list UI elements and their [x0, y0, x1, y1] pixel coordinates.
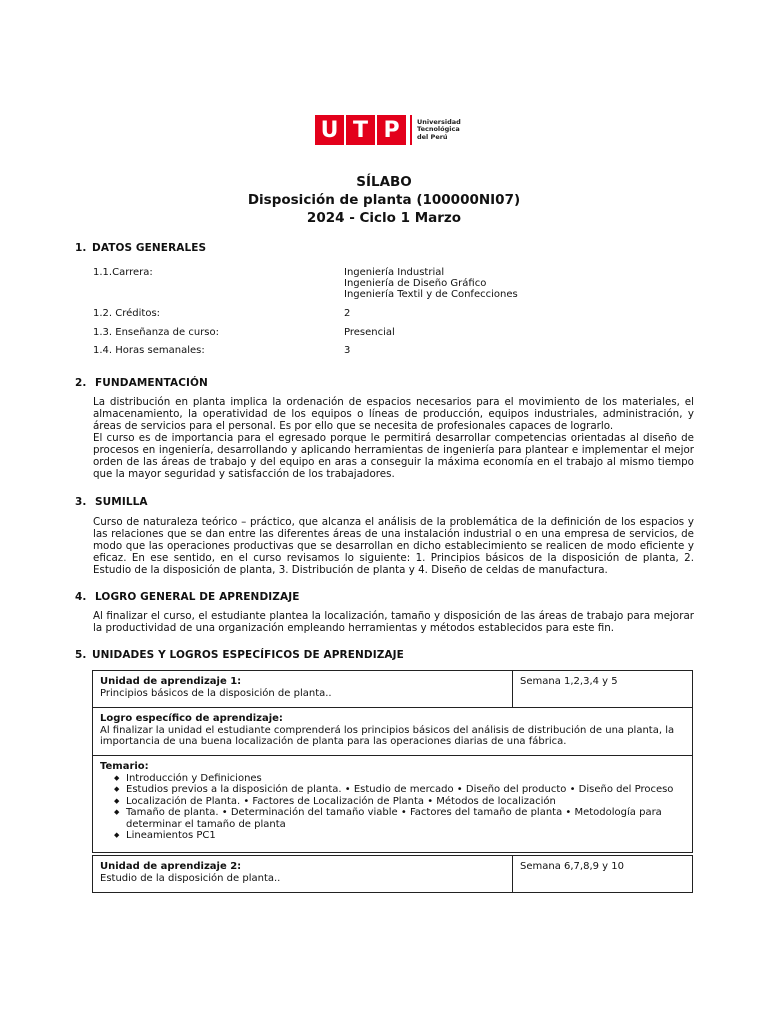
horas-value: 3 — [344, 345, 351, 356]
temario-list — [100, 773, 685, 842]
unidad-1-title-cell: Unidad de aprendizaje 1: Principios básicos de la disposición de planta.. — [93, 671, 513, 707]
section-heading-datos: 1. DATOS GENERALES — [75, 242, 207, 254]
horas-label: 1.4. Horas semanales: — [93, 345, 205, 356]
unidad-1-temario-row — [93, 756, 692, 852]
logo-text: Universidad Tecnológica del Perú — [417, 117, 461, 141]
unidad-2-header-row — [93, 856, 692, 892]
list-item: ◆ Introducción y Definiciones — [114, 773, 685, 785]
list-item: ◆ Localización de Planta. • Factores de Localización de Planta • Métodos de localización — [114, 796, 685, 808]
section-heading-unidades: 5. UNIDADES Y LOGROS ESPECÍFICOS DE APRENDIZAJE — [75, 649, 404, 661]
unidad-1-logro-cell: Logro específico de aprendizaje: Al finalizar la unidad el estudiante comprenderá los principios básicos del análisis de distribución de una planta, la importancia de una buena localización de planta para las operaciones diarias de una fábrica. — [100, 713, 675, 747]
unidad-2-title-cell: Unidad de aprendizaje 2: Estudio de la disposición de planta.. — [93, 856, 513, 892]
title-line-2: Disposición de planta (100000NI07) — [247, 192, 521, 208]
logro-general-text: Al finalizar el curso, el estudiante plantea la localización, tamaño y disposición de las áreas de trabajo para mejorar la productividad de una organización empleando herramientas y métodos establecidos para este fin. — [93, 610, 694, 634]
logo-letter-t: T — [346, 115, 375, 145]
logo-letter-u: U — [315, 115, 344, 145]
ensenanza-value: Presencial — [344, 327, 395, 338]
unidad-2-table — [92, 855, 693, 893]
section-heading-sumilla: 3. SUMILLA — [75, 496, 148, 508]
sumilla-text: Curso de naturaleza teórico – práctico, que alcanza el análisis de la problemática de la definición de los espacios y las relaciones que se dan entre las diferentes áreas de una instalación industrial o en una empresa de servicios, de modo que las operaciones productivas que se desarrollan en dicho establecimiento se realicen de modo eficiente y eficaz. En ese sentido, en el curso revisamos lo siguiente: 1. Principios básicos de la disposición de planta, 2. Estudio de la disposición de planta, 3. Distribución de planta y 4. Diseño de celdas de manufactura. — [93, 516, 694, 576]
unidad-1-table — [92, 670, 693, 853]
ensenanza-label: 1.3. Enseñanza de curso: — [93, 327, 219, 338]
carrera-values: Ingeniería Industrial Ingeniería de Diseño Gráfico Ingeniería Textil y de Confecciones — [344, 267, 518, 300]
logo-separator — [410, 115, 412, 145]
unidad-1-temario-cell: Temario: ◆ Introducción y Definiciones ◆ Estudios previos a la disposición de planta. • Estudio de mercado • Diseño del producto • Diseño del Proceso ◆ Localización de Planta. • Factores de Localización de Planta • Métodos de localización ◆ Tamaño de planta. • Determinación del tamaño viable • Factores del tamaño de planta • Metodología para determinar el tamaño de planta ◆ Lineamientos PC1 — [93, 756, 692, 852]
creditos-label: 1.2. Créditos: — [93, 308, 161, 319]
section-heading-logro-general: 4. LOGRO GENERAL DE APRENDIZAJE — [75, 591, 300, 603]
fundamentacion-text: La distribución en planta implica la ordenación de espacios necesarios para el movimiento de los materiales, el almacenamiento, la operatividad de los equipos o líneas de producción, equipos industriales, administración, y áreas de servicios para el personal. Es por ello que se necesita de profesionales capaces de lograrlo. El curso es de importancia para el egresado porque le permitirá desarrollar competencias orientadas al diseño de procesos en ingeniería, desarrollando y aplicando herramientas de ingeniería para plantear e implementar el mejor orden de las áreas de trabajo y del equipo en aras a conseguir la máxima economía en el trabajo al mismo tiempo que la mayor seguridad y satisfacción de los trabajadores. — [93, 396, 694, 480]
document-title — [0, 173, 768, 227]
section-heading-fundamentacion: 2. FUNDAMENTACIÓN — [75, 377, 208, 389]
unidad-1-header-row — [93, 671, 692, 708]
unidad-1-semanas: Semana 1,2,3,4 y 5 — [520, 676, 618, 687]
title-line-3: 2024 - Ciclo 1 Marzo — [306, 210, 462, 226]
carrera-label: 1.1.Carrera: — [93, 267, 153, 278]
unidad-1-logro-row — [93, 708, 692, 756]
creditos-value: 2 — [344, 308, 351, 319]
list-item: ◆ Tamaño de planta. • Determinación del tamaño viable • Factores del tamaño de planta • Metodología para determinar el tamaño de planta — [114, 807, 685, 830]
unidad-2-semanas: Semana 6,7,8,9 y 10 — [520, 861, 624, 872]
list-item: ◆ Lineamientos PC1 — [114, 830, 685, 842]
title-line-1: SÍLABO — [356, 174, 412, 190]
utp-logo — [315, 115, 461, 145]
logo-letter-p: P — [377, 115, 406, 145]
list-item: ◆ Estudios previos a la disposición de planta. • Estudio de mercado • Diseño del producto • Diseño del Proceso — [114, 784, 685, 796]
